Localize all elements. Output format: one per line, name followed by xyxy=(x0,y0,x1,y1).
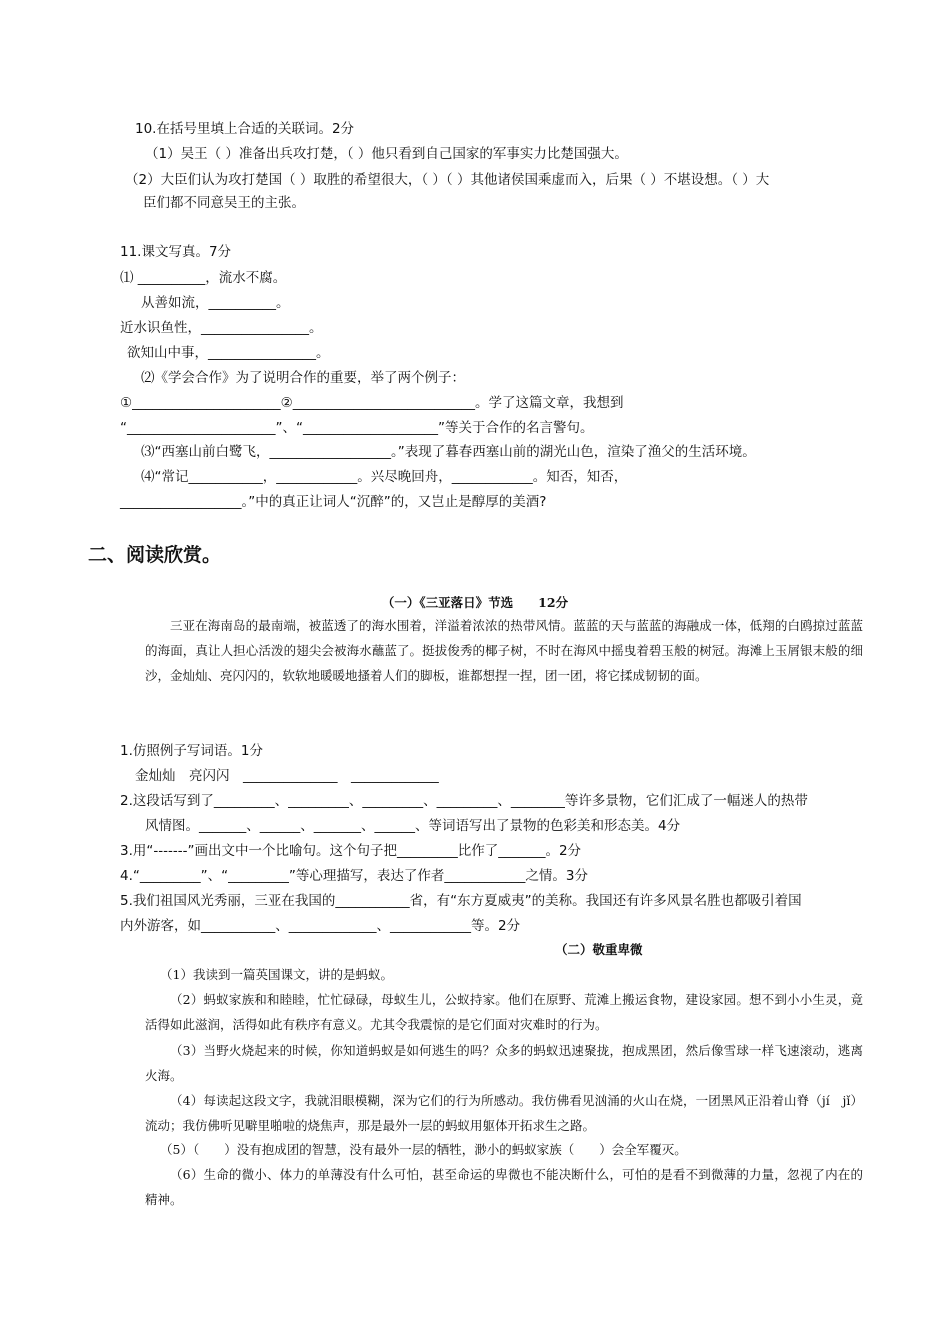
p1-question-1: 1.仿照例子写词语。1分 xyxy=(120,743,263,759)
q11-line-10: __________________。”中的真正让词人“沉醉”的，又岂止是醇厚的美酒? xyxy=(120,494,547,510)
passage2-title: （二）敬重卑微 xyxy=(555,942,643,957)
q11-line-2: 从善如流，__________。 xyxy=(141,295,290,311)
p1-question-2a: 2.这段话写到了_________、_________、_________、_________、________等许多景物，它们汇成了一幅迷人的热带 xyxy=(120,793,808,809)
p1-question-5a: 5.我们祖国风光秀丽，三亚在我国的___________省，有“东方夏威夷”的美称。我国还有许多风景名胜也都吸引着国 xyxy=(120,893,802,909)
q11-line-5: ⑵《学会合作》为了说明合作的重要，举了两个例子： xyxy=(141,370,465,386)
p1-question-1-example: 金灿灿 亮闪闪 ______________ _____________ xyxy=(135,768,439,784)
passage2-paragraph-1: （1）我读到一篇英国课文，讲的是蚂蚁。 xyxy=(160,967,393,982)
passage2-paragraph-3: （3）当野火烧起来的时候，你知道蚂蚁是如何逃生的吗？众多的蚂蚁迅速聚拢，抱成黑团，然后像雪球一样飞速滚动，逃离火海。 xyxy=(145,1043,863,1083)
p1-question-5b: 内外游客，如___________、_____________、____________等。2分 xyxy=(120,918,521,934)
q11-line-4: 欲知山中事，________________。 xyxy=(127,345,330,361)
q11-line-7: “______________________”、“____________________”等关于合作的名言警句。 xyxy=(120,420,594,436)
q11-line-6: ①______________________②___________________________。学了这篇文章，我想到 xyxy=(120,395,624,411)
p1-question-3: 3.用“-------”画出文中一个比喻句。这个句子把_________比作了_______。2分 xyxy=(120,843,582,859)
q11-line-9: ⑷“常记___________，____________。兴尽晚回舟，____________。知否，知否， xyxy=(141,469,628,485)
q11-line-1: ⑴ __________，流水不腐。 xyxy=(120,270,287,286)
q10-title: 10.在括号里填上合适的关联词。2分 xyxy=(135,121,355,137)
passage2-paragraph-6: （6）生命的微小、体力的单薄没有什么可怕，甚至命运的卑微也不能决断什么，可怕的是看不到微薄的力量，忽视了内在的精神。 xyxy=(145,1167,863,1207)
p1-question-2b: 风情图。_______、______、_______、______、等词语写出了景物的色彩美和形态美。4分 xyxy=(145,818,681,834)
q11-line-8: ⑶“西塞山前白鹭飞，__________________。”表现了暮春西塞山前的湖光山色，渲染了渔父的生活环境。 xyxy=(141,444,756,460)
passage1-title: （一）《三亚落日》节选 12分 xyxy=(381,595,569,610)
q10-line-1: （1）吴王（ ）准备出兵攻打楚，（ ）他只看到自己国家的军事实力比楚国强大。 xyxy=(145,146,628,162)
q10-line-2: （2）大臣们认为攻打楚国（ ）取胜的希望很大，（ ）（ ）其他诸侯国乘虚而入，后果（ ）不堪设想。（ ）大 xyxy=(125,172,770,188)
section-heading: 二、阅读欣赏。 xyxy=(88,544,222,566)
p1-question-4: 4.“_________”、“_________”等心理描写，表达了作者____________之情。3分 xyxy=(120,868,588,884)
passage2-paragraph-5: （5）（ ）没有抱成团的智慧，没有最外一层的牺牲，渺小的蚂蚁家族（ ）会全军覆灭。 xyxy=(160,1142,687,1157)
q11-title: 11.课文写真。7分 xyxy=(120,244,232,260)
passage1-text: 三亚在海南岛的最南端，被蓝透了的海水围着，洋溢着浓浓的热带风情。蓝蓝的天与蓝蓝的海融成一体，低翔的白鸥掠过蓝蓝的海面，真让人担心活泼的翅尖会被海水蘸蓝了。挺拔俊秀的椰子树，不时在海风中摇曳着碧玉般的树冠。海滩上玉屑银末般的细沙，金灿灿、亮闪闪的，软软地暖暖地搔着人们的脚板，谁都想捏一捏，团一团，将它揉成韧韧的面。 xyxy=(145,618,863,683)
q10-line-3: 臣们都不同意吴王的主张。 xyxy=(143,195,305,211)
passage2-paragraph-4: （4）每读起这段文字，我就泪眼模糊，深为它们的行为所感动。我仿佛看见汹涌的火山在烧，一团黑风正沿着山脊（jí jǐ）流动；我仿佛听见噼里啪啦的烧焦声，那是最外一层的蚂蚁用躯体开拓求生之路。 xyxy=(145,1093,863,1133)
passage2-paragraph-2: （2）蚂蚁家族和和睦睦，忙忙碌碌，母蚁生儿，公蚁持家。他们在原野、荒滩上搬运食物，建设家园。想不到小小生灵，竟活得如此滋润，活得如此有秩序有意义。尤其令我震惊的是它们面对灾难时的行为。 xyxy=(145,992,863,1032)
q11-line-3: 近水识鱼性，________________。 xyxy=(120,320,323,336)
